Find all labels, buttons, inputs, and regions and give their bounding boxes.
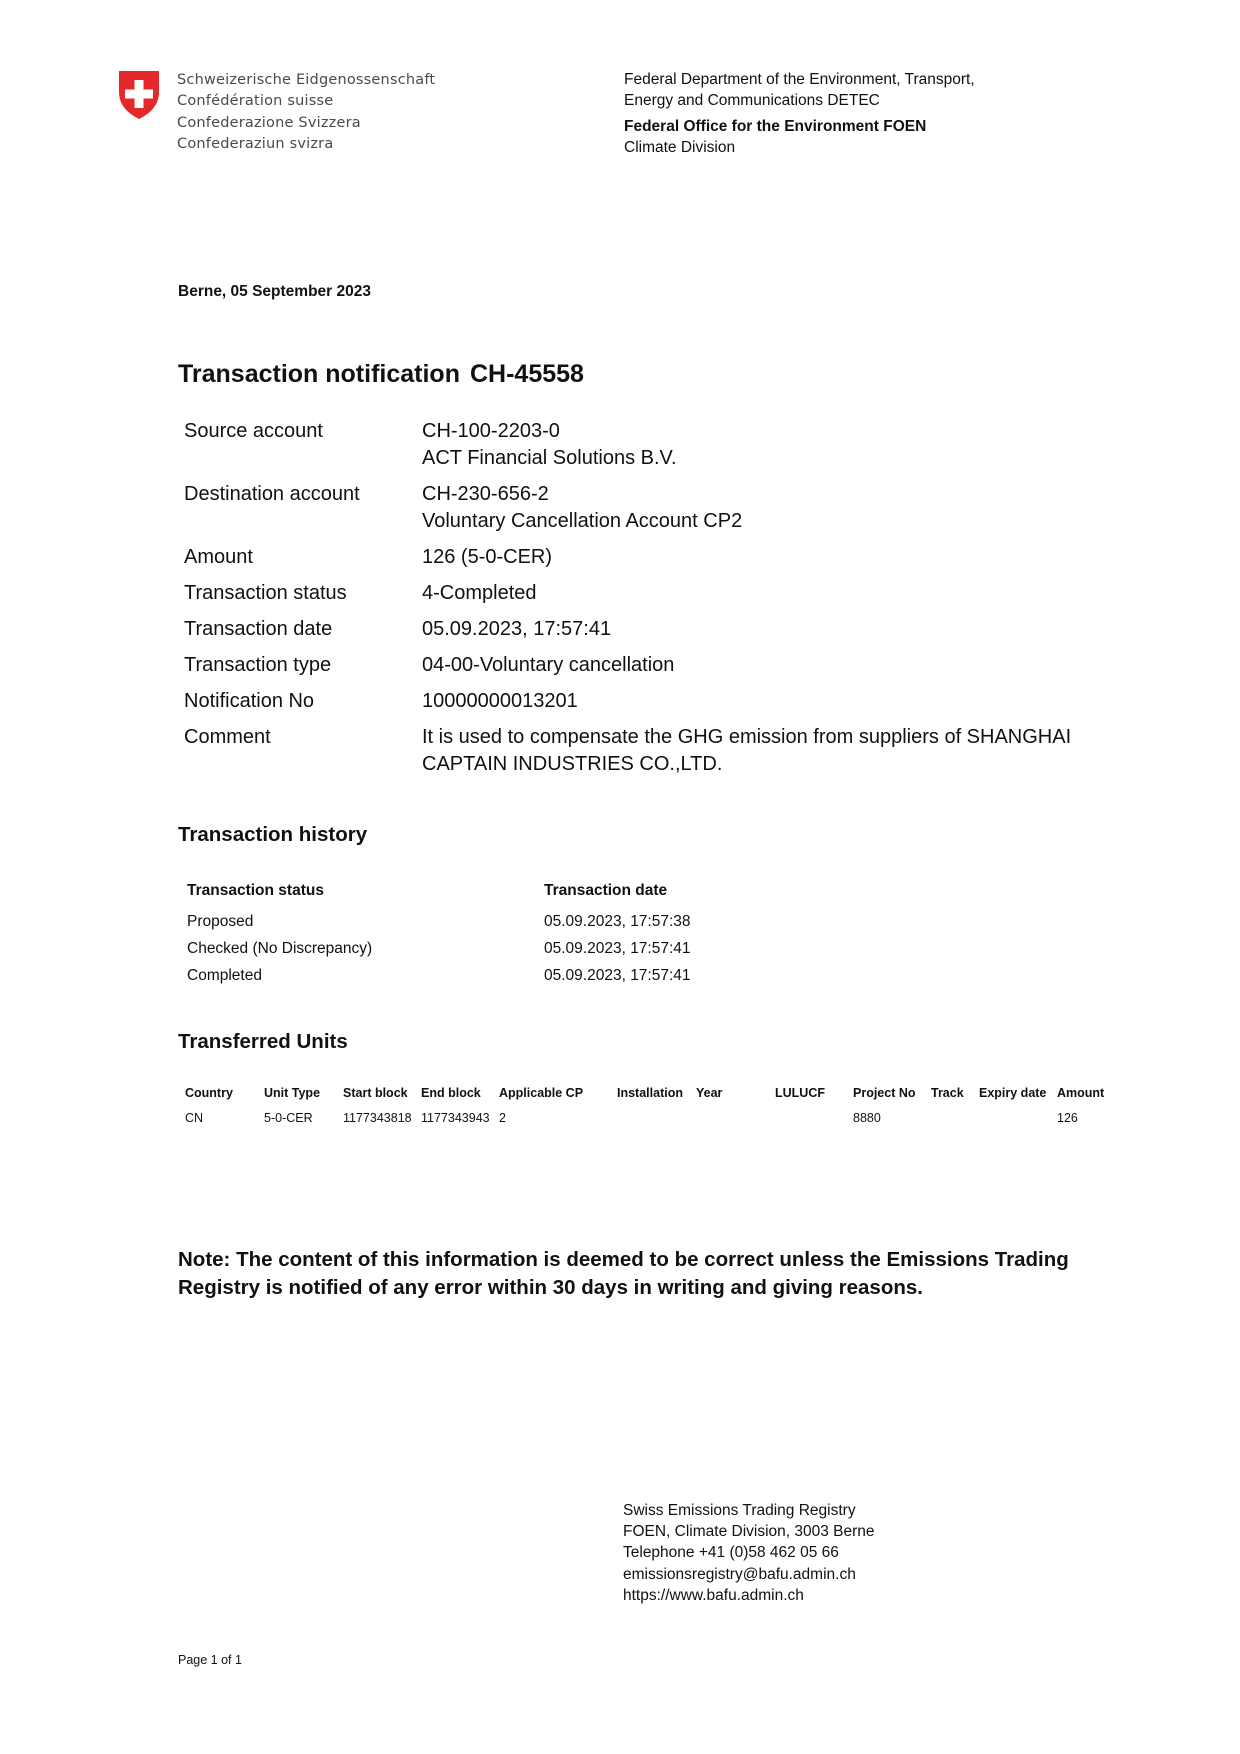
unit-start-block-cell: 1177343818 (343, 1110, 412, 1125)
history-header-row (187, 877, 691, 904)
page-title (178, 360, 584, 389)
office-name: Federal Office for the Environment FOEN (624, 118, 927, 135)
history-status-cell: Checked (No Discrepancy) (187, 940, 373, 957)
notification-no-value: 10000000013201 (422, 690, 578, 712)
swiss-coat-of-arms-icon (117, 70, 161, 120)
column-header: Installation (617, 1085, 683, 1100)
footer-phone: Telephone +41 (0)58 462 05 66 (623, 1544, 839, 1562)
detail-label: Destination account (184, 483, 360, 505)
detail-label: Comment (184, 726, 271, 748)
unit-project-no-cell: 8880 (853, 1110, 881, 1125)
units-header-row (185, 1080, 1117, 1105)
column-header: Country (185, 1085, 233, 1100)
history-status-cell: Proposed (187, 913, 254, 930)
title-label: Transaction notification (178, 360, 460, 388)
confederation-line: Schweizerische Eidgenossenschaft (177, 72, 436, 88)
history-heading: Transaction history (178, 823, 368, 846)
units-table (185, 1080, 1117, 1130)
column-header: Project No (853, 1085, 916, 1100)
confederation-line: Confederaziun svizra (177, 135, 334, 152)
comment-value (422, 724, 1104, 778)
history-date-cell: 05.09.2023, 17:57:38 (544, 913, 691, 930)
transaction-date-value: 05.09.2023, 17:57:41 (422, 618, 612, 640)
legal-note: Note: The content of this information is deemed to be correct unless the Emissions Trading Registry is notified of any error within 30 days in writing and giving reasons. (178, 1248, 1069, 1299)
transaction-status-value: 4-Completed (422, 582, 537, 604)
source-account-name: ACT Financial Solutions B.V. (422, 447, 677, 469)
table-row (187, 908, 691, 935)
comment-line: It is used to compensate the GHG emission from suppliers of SHANGHAI (422, 726, 1072, 748)
comment-line: CAPTAIN INDUSTRIES CO.,LTD. (422, 753, 723, 775)
detail-label: Amount (184, 546, 253, 568)
detail-label: Transaction type (184, 654, 332, 676)
destination-account-name: Voluntary Cancellation Account CP2 (422, 510, 743, 532)
units-heading: Transferred Units (178, 1030, 348, 1053)
footer-line: Swiss Emissions Trading Registry (623, 1502, 856, 1519)
column-header: Amount (1057, 1085, 1105, 1100)
column-header: Start block (343, 1085, 408, 1100)
history-status-cell: Completed (187, 967, 262, 984)
column-header: End block (421, 1085, 481, 1100)
detail-label: Transaction date (184, 618, 333, 640)
table-row (185, 1105, 1117, 1130)
column-header: Expiry date (979, 1085, 1047, 1100)
detail-row-amount (184, 544, 1104, 571)
registry-contact (623, 1500, 875, 1606)
column-header: Track (931, 1085, 964, 1100)
column-header: Unit Type (264, 1085, 321, 1100)
column-header: Year (696, 1085, 723, 1100)
department-line: Federal Department of the Environment, Transport, (624, 71, 975, 88)
division-name: Climate Division (624, 138, 736, 156)
history-date-cell: 05.09.2023, 17:57:41 (544, 967, 691, 984)
destination-account-number: CH-230-656-2 (422, 483, 549, 505)
transaction-details (184, 418, 1104, 787)
amount-value: 126 (5-0-CER) (422, 546, 553, 568)
footer-line: FOEN, Climate Division, 3003 Berne (623, 1523, 875, 1541)
table-row (187, 935, 691, 962)
detail-row-source-account (184, 418, 1104, 472)
history-date-cell: 05.09.2023, 17:57:41 (544, 940, 691, 957)
detail-label: Notification No (184, 690, 315, 712)
footer-email-link[interactable]: emissionsregistry@bafu.admin.ch (623, 1565, 856, 1583)
unit-end-block-cell: 1177343943 (421, 1110, 490, 1125)
detail-value (422, 481, 1104, 535)
page-number: Page 1 of 1 (178, 1653, 242, 1667)
unit-country-cell: CN (185, 1110, 204, 1125)
history-table (187, 877, 691, 989)
detail-row-destination-account (184, 481, 1104, 535)
column-header: Transaction status (187, 882, 324, 899)
unit-applicable-cp-cell: 2 (499, 1110, 506, 1125)
department-block (624, 70, 975, 158)
column-header: Applicable CP (499, 1085, 584, 1100)
detail-row-comment (184, 724, 1104, 778)
confederation-line: Confederazione Svizzera (177, 114, 361, 131)
column-header: Transaction date (544, 882, 668, 899)
detail-label: Transaction status (184, 582, 347, 604)
footer-website-link[interactable]: https://www.bafu.admin.ch (623, 1586, 804, 1604)
document-date: Berne, 05 September 2023 (178, 283, 371, 300)
transaction-type-value: 04-00-Voluntary cancellation (422, 654, 675, 676)
title-number: CH-45558 (469, 360, 584, 388)
detail-value (422, 418, 1104, 472)
detail-row-transaction-status (184, 580, 1104, 607)
detail-label: Source account (184, 420, 323, 442)
confederation-line: Confédération suisse (177, 93, 334, 110)
column-header: LULUCF (775, 1085, 825, 1100)
confederation-names (177, 70, 435, 155)
unit-amount-cell: 126 (1057, 1110, 1078, 1125)
detail-row-transaction-type (184, 652, 1104, 679)
table-row (187, 962, 691, 989)
department-line: Energy and Communications DETEC (624, 91, 880, 109)
detail-row-transaction-date (184, 616, 1104, 643)
unit-type-cell: 5-0-CER (264, 1110, 313, 1125)
source-account-number: CH-100-2203-0 (422, 420, 560, 442)
detail-row-notification-no (184, 688, 1104, 715)
